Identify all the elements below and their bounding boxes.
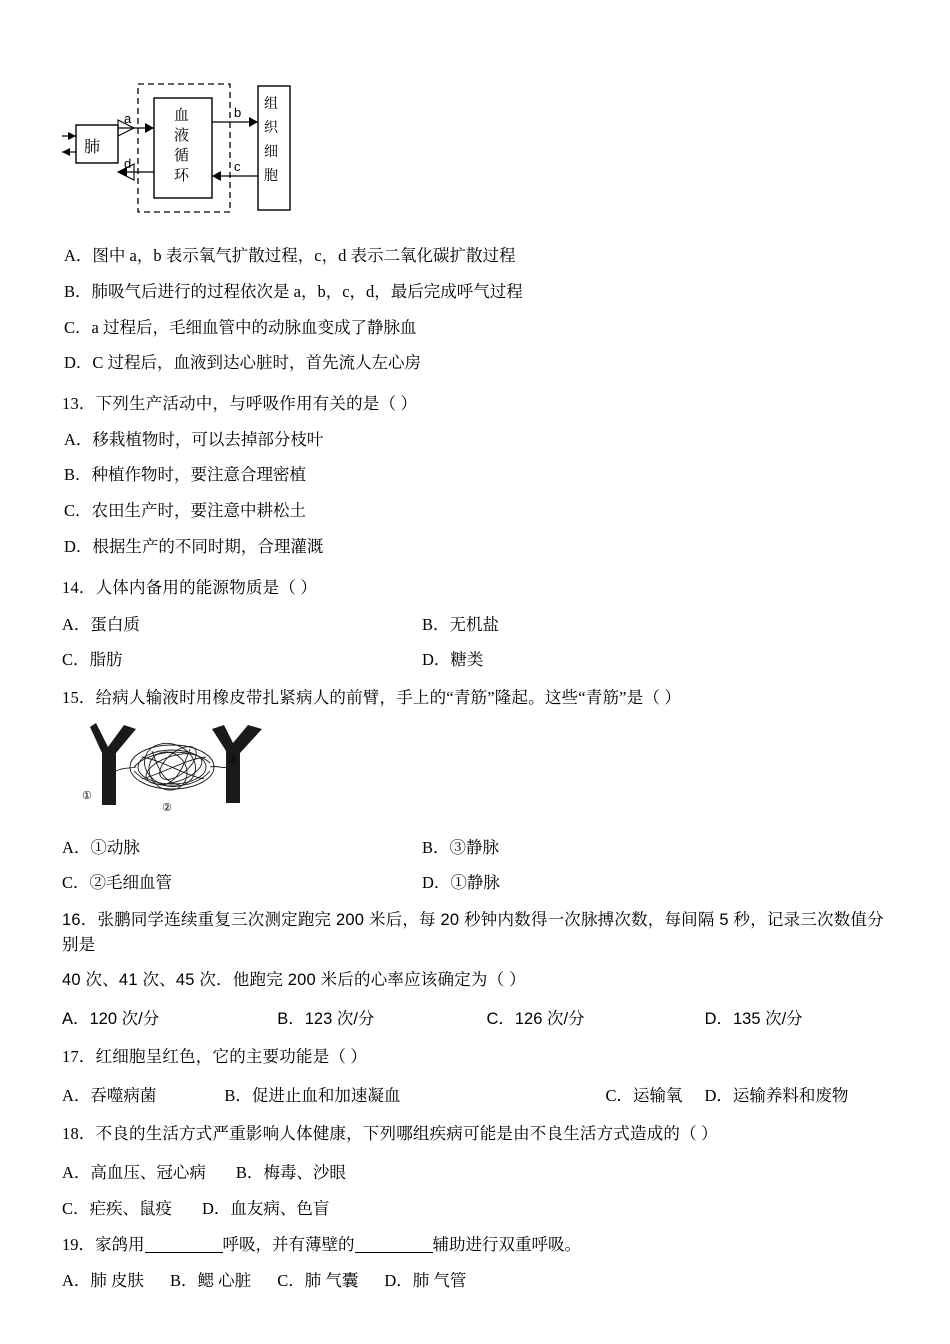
q12-option-c: C．a 过程后，毛细血管中的动脉血变成了静脉血	[64, 317, 417, 337]
q16-option-d: D．135 次/分	[704, 1010, 803, 1029]
q18-option-c: C．疟疾、鼠疫	[62, 1198, 173, 1218]
q19-option-d: D．肺 气管	[384, 1270, 467, 1290]
q19-blank-1	[145, 1252, 223, 1253]
q12-option-d: D．C 过程后，血液到达心脏时，首先流人左心房	[64, 353, 422, 373]
q15-option-d: D．①静脉	[422, 872, 500, 892]
q18-options-row-1	[62, 1159, 888, 1183]
question-16-stem-line-2: 40 次、41 次、45 次．他跑完 200 米后的心率应该确定为（ ）	[62, 970, 526, 989]
question-18-stem: 18．不良的生活方式严重影响人体健康，下列哪组疾病可能是由不良生活方式造成的（ ）	[62, 1123, 718, 1143]
q17-option-b: B．促进止血和加速凝血	[224, 1085, 401, 1105]
q15-options-row-1	[62, 834, 888, 858]
svg-text:c: c	[234, 159, 241, 174]
figure-label-1: ①	[82, 789, 92, 802]
svg-text:胞: 胞	[264, 167, 278, 183]
q17-options-row	[62, 1082, 888, 1106]
question-15-stem: 15．给病人输液时用橡皮带扎紧病人的前臂，手上的“青筋”隆起。这些“青筋”是（ ）	[62, 688, 682, 708]
q19-options-row	[62, 1267, 888, 1291]
q14-options-row-2	[62, 646, 888, 670]
svg-text:织: 织	[264, 119, 278, 135]
figure-blood-circulation	[62, 80, 888, 230]
q18-option-b: B．梅毒、沙眼	[235, 1162, 346, 1182]
q15-option-a: A．①动脉	[62, 837, 140, 857]
svg-text:血: 血	[174, 107, 190, 124]
q16-option-b: B．123 次/分	[277, 1010, 375, 1029]
question-13-stem: 13．下列生产活动中，与呼吸作用有关的是（ ）	[62, 394, 418, 413]
q17-option-d: D．运输养料和废物	[704, 1085, 849, 1105]
figure-label-3: ③	[228, 753, 238, 766]
q14-options-row-1	[62, 611, 888, 635]
q16-options-row	[62, 1005, 888, 1029]
q19-option-a: A．肺 皮肤	[62, 1270, 145, 1290]
q12-option-b: B．肺吸气后进行的过程依次是 a，b，c，d，最后完成呼气过程	[64, 281, 523, 301]
q15-option-c: C．②毛细血管	[62, 872, 173, 892]
svg-text:d: d	[124, 156, 132, 171]
q17-option-a: A．吞噬病菌	[62, 1085, 157, 1105]
q19-stem-post: 辅助进行双重呼吸。	[432, 1234, 581, 1254]
q16-option-c: C．126 次/分	[486, 1010, 585, 1029]
q13-option-b: B．种植作物时，要注意合理密植	[64, 465, 307, 485]
svg-text:肺: 肺	[84, 139, 101, 156]
q13-option-a: A．移栽植物时，可以去掉部分枝叶	[64, 429, 324, 449]
q18-option-a: A．高血压、冠心病	[62, 1162, 206, 1182]
question-19-stem	[62, 1231, 888, 1255]
q19-option-c: C．肺 气囊	[277, 1270, 359, 1290]
q12-option-a: A．图中 a，b 表示氧气扩散过程，c，d 表示二氧化碳扩散过程	[64, 246, 516, 265]
q19-stem-pre: 19．家鸽用	[62, 1234, 145, 1254]
q19-blank-2	[355, 1252, 433, 1253]
q14-option-b: B．无机盐	[422, 615, 500, 635]
q19-stem-mid: 呼吸，并有薄壁的	[222, 1234, 355, 1254]
svg-text:细: 细	[264, 143, 278, 159]
q18-options-row-2	[62, 1195, 888, 1219]
svg-text:b: b	[234, 105, 242, 120]
q15-option-b: B．③静脉	[422, 837, 500, 857]
question-17-stem: 17．红细胞呈红色，它的主要功能是（ ）	[62, 1047, 368, 1067]
q14-option-d: D．糖类	[422, 650, 484, 670]
question-14-stem: 14．人体内备用的能源物质是（ ）	[62, 577, 318, 597]
svg-text:a: a	[124, 111, 132, 126]
figure-blood-vessels	[62, 723, 888, 823]
q14-option-c: C．脂肪	[62, 650, 123, 670]
q14-option-a: A．蛋白质	[62, 615, 140, 635]
q18-option-d: D．血友病、色盲	[202, 1198, 330, 1218]
svg-text:液: 液	[174, 127, 190, 144]
q13-option-c: C．农田生产时，要注意中耕松土	[64, 501, 307, 521]
svg-text:组: 组	[264, 95, 278, 111]
svg-text:循: 循	[174, 147, 190, 164]
question-16-stem-line-1: 16．张鹏同学连续重复三次测定跑完 200 米后，每 20 秒钟内数得一次脉搏次数，每间隔 5 秒，记录三次数值分别是	[62, 910, 884, 955]
q15-options-row-2	[62, 869, 888, 893]
q16-option-a: A．120 次/分	[62, 1010, 160, 1029]
figure-label-2: ②	[162, 801, 172, 814]
q13-option-d: D．根据生产的不同时期，合理灌溉	[64, 536, 324, 556]
q17-option-c: C．运输氧	[605, 1085, 683, 1105]
q19-option-b: B．鳃 心脏	[170, 1270, 252, 1290]
svg-text:环: 环	[174, 167, 190, 184]
